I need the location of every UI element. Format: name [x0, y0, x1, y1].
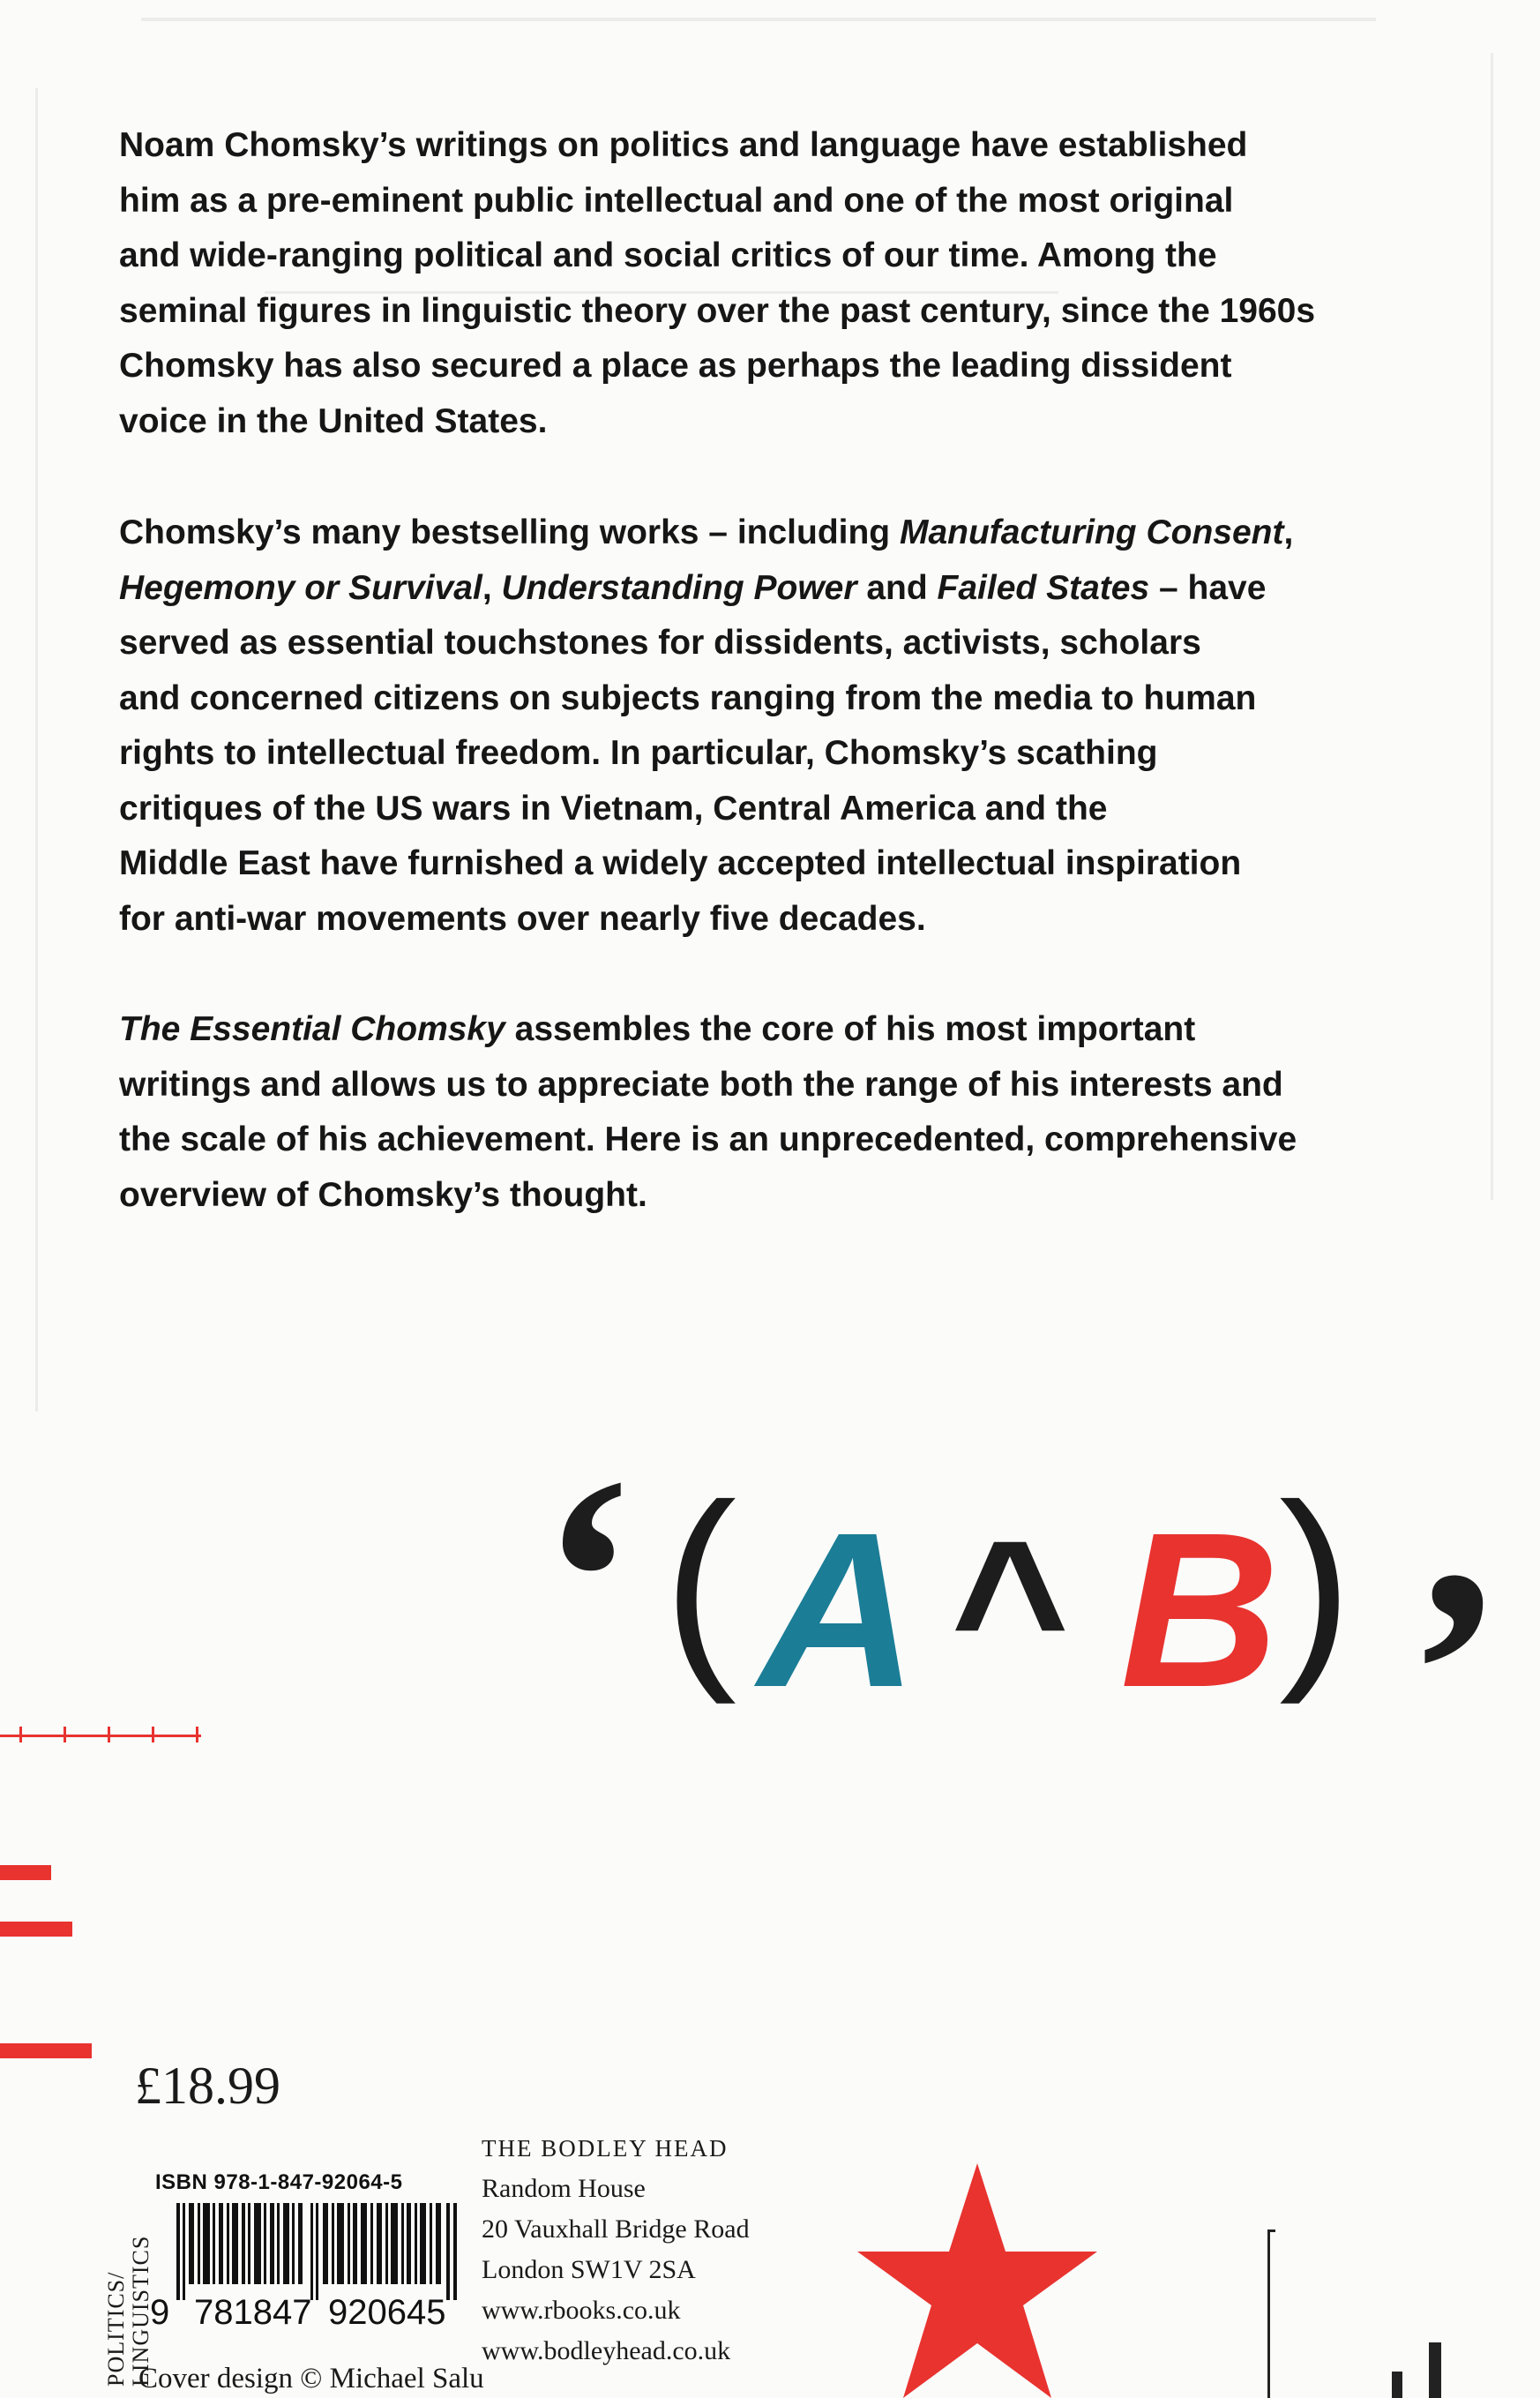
publisher-website: www.rbooks.co.uk	[482, 2296, 681, 2325]
blurb-line: and concerned citizens on subjects ranging from the media to human	[119, 678, 1257, 717]
publisher-line: Random House	[482, 2174, 646, 2203]
logic-open-quote: ‘	[540, 1418, 637, 1740]
publisher-line: London SW1V 2SA	[482, 2255, 696, 2284]
blurb-line	[119, 506, 1407, 561]
blurb-line: writings and allows us to appreciate both the range of his interests and	[119, 1065, 1283, 1104]
category-line: POLITICS/	[103, 2271, 129, 2387]
blurb-line: voice in the United States.	[119, 401, 548, 440]
blurb-line: critiques of the US wars in Vietnam, Central America and the	[119, 789, 1108, 828]
publisher-block	[482, 2128, 750, 2372]
bg-texture	[141, 18, 1376, 21]
barcode	[176, 2203, 459, 2300]
decor-block	[1429, 2342, 1441, 2398]
blurb-paragraph-2	[119, 506, 1407, 947]
logic-operator: ^	[951, 1498, 1070, 1725]
blurb-text: ,	[482, 568, 502, 607]
red-ruler-line	[0, 1735, 201, 1737]
logic-close-paren: )	[1279, 1458, 1353, 1705]
ruler-tick	[196, 1727, 198, 1742]
ruler-tick	[64, 1727, 66, 1742]
decor-block	[1392, 2372, 1402, 2398]
ruler-tick	[19, 1727, 22, 1742]
blurb-paragraph-3	[119, 1002, 1407, 1223]
logic-close-quote: ’	[1407, 1510, 1504, 1832]
bg-texture	[1491, 53, 1493, 1200]
blurb-text: – have	[1149, 568, 1267, 607]
bg-texture	[35, 88, 38, 1412]
cover-credit: Cover design © Michael Salu	[138, 2363, 484, 2394]
book-title-essential-chomsky: The Essential Chomsky	[119, 1010, 505, 1048]
blurb-line: Noam Chomsky’s writings on politics and language have established	[119, 126, 1248, 164]
ruler-tick	[108, 1727, 110, 1742]
barcode-digits-1: 781847	[194, 2293, 312, 2332]
blurb-line: Middle East have furnished a widely accepted intellectual inspiration	[119, 844, 1242, 882]
book-title-failed-states: Failed States	[937, 568, 1150, 607]
logic-letter-b: B	[1120, 1487, 1280, 1733]
price: £18.99	[135, 2057, 280, 2115]
star-icon	[857, 2163, 1097, 2398]
red-dash	[0, 1865, 51, 1880]
publisher-line: 20 Vauxhall Bridge Road	[482, 2214, 750, 2244]
blurb-line: seminal figures in linguistic theory over the past century, since the 1960s	[119, 291, 1316, 330]
blurb-line: Chomsky has also secured a place as perhaps the leading dissident	[119, 347, 1232, 385]
red-dash	[0, 2043, 92, 2058]
blurb-line: rights to intellectual freedom. In particular, Chomsky’s scathing	[119, 734, 1158, 772]
blurb-line: him as a pre-eminent public intellectual and one of the most original	[119, 181, 1234, 220]
barcode-digit-lead: 9	[150, 2293, 170, 2332]
blurb-line: for anti-war movements over nearly five decades.	[119, 899, 926, 938]
red-dash	[0, 1922, 72, 1937]
logic-letter-a: A	[759, 1487, 918, 1733]
logic-open-paren: (	[663, 1458, 737, 1705]
blurb-line: overview of Chomsky’s thought.	[119, 1175, 647, 1214]
book-title-understanding-power: Understanding Power	[501, 568, 857, 607]
blurb-text: ,	[1283, 513, 1294, 551]
blurb-text: Chomsky’s many bestselling works – including	[119, 513, 900, 551]
barcode-digits-2: 920645	[328, 2293, 446, 2332]
blurb-line	[119, 1002, 1407, 1058]
decor-line	[1267, 2229, 1275, 2232]
book-title-hegemony: Hegemony or Survival	[119, 568, 482, 607]
blurb-text: and	[856, 568, 938, 607]
blurb-text: assembles the core of his most important	[505, 1010, 1196, 1048]
blurb-paragraph-1	[119, 118, 1407, 449]
blurb-line: and wide-ranging political and social critics of our time. Among the	[119, 236, 1217, 274]
category-line: LINGUISTICS	[128, 2235, 153, 2387]
publisher-website: www.bodleyhead.co.uk	[482, 2336, 731, 2365]
ruler-tick	[152, 1727, 154, 1742]
decor-line	[1267, 2229, 1270, 2398]
isbn: ISBN 978-1-847-92064-5	[155, 2170, 403, 2194]
book-title-manufacturing-consent: Manufacturing Consent	[899, 513, 1284, 551]
blurb-line: the scale of his achievement. Here is an unprecedented, comprehensive	[119, 1120, 1297, 1158]
publisher-name: THE BODLEY HEAD	[482, 2135, 729, 2162]
blurb-line	[119, 561, 1407, 617]
blurb-line: served as essential touchstones for dissidents, activists, scholars	[119, 624, 1201, 662]
